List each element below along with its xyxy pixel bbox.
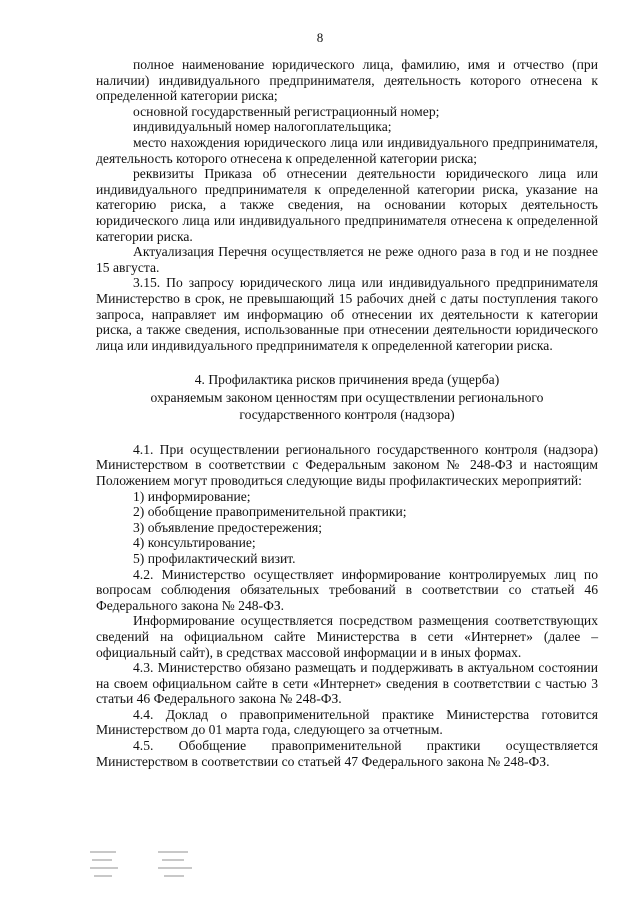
paragraph: полное наименование юридического лица, фамилию, имя и отчество (при наличии) индивидуального предпринимателя, деятельность которого отнесена к определенной категории риска; <box>96 57 598 104</box>
paragraph: Актуализация Перечня осуществляется не реже одного раза в год и не позднее 15 августа. <box>96 244 598 275</box>
paragraph: 4.3. Министерство обязано размещать и поддерживать в актуальном состоянии на своем официальном сайте в сети «Интернет» сведения в соответствии с частью 3 статьи 46 Федерального закона № 248-ФЗ. <box>96 660 598 707</box>
list-item: 3) объявление предостережения; <box>133 519 323 535</box>
faint-stamp-mark <box>88 845 208 885</box>
section-heading-line: охраняемым законом ценностям при осуществлении регионального <box>150 389 544 405</box>
paragraph: 4.4. Доклад о правоприменительной практике Министерства готовится Министерством до 01 марта года, следующего за отчетным. <box>96 706 598 738</box>
section-heading-line: 4. Профилактика рисков причинения вреда (ущерба) <box>194 372 500 388</box>
paragraph: реквизиты Приказа об отнесении деятельности юридического лица или индивидуального предпринимателя к определенной категории риска, указание на категорию риска, а также сведения, на основании которых деятельность юридического лица или индивидуального предпринимателя отнесена к определенной категории риска. <box>96 166 598 244</box>
paragraph: Информирование осуществляется посредством размещения соответствующих сведений на официальном сайте Министерства в сети «Интернет» (далее – официальный сайт), в средствах массовой информации и в иных формах. <box>96 613 598 660</box>
paragraph: индивидуальный номер налогоплательщика; <box>133 119 392 135</box>
paragraph: 4.5. Обобщение правоприменительной практики осуществляется Министерством в соответствии со статьей 47 Федерального закона № 248-ФЗ. <box>96 738 598 769</box>
paragraph: место нахождения юридического лица или индивидуального предпринимателя, деятельность которого отнесена к определенной категории риска; <box>96 134 598 166</box>
section-heading-line: государственного контроля (надзора) <box>239 407 455 423</box>
paragraph: 4.1. При осуществлении регионального государственного контроля (надзора) Министерством в соответствии с Федеральным законом № 248-ФЗ и настоящим Положением могут проводиться следующие виды профилактических мероприятий: <box>96 441 598 488</box>
list-item: 2) обобщение правоприменительной практики; <box>133 504 407 520</box>
paragraph: основной государственный регистрационный номер; <box>133 103 440 119</box>
list-item: 1) информирование; <box>133 488 251 504</box>
section-heading <box>96 371 598 424</box>
paragraph: 3.15. По запросу юридического лица или индивидуального предпринимателя Министерство в срок, не превышающий 15 рабочих дней с даты поступления такого запроса, направляет им информацию об отнесении их деятельности к категории риска, а также сведения, использованные при отнесении деятельности юридического лица или индивидуального предпринимателя к определенной категории риска. <box>96 275 598 353</box>
page-number: 8 <box>316 30 324 45</box>
list-item: 5) профилактический визит. <box>133 550 296 566</box>
list-item: 4) консультирование; <box>133 535 256 551</box>
document-body <box>96 57 598 769</box>
paragraph: 4.2. Министерство осуществляет информирование контролируемых лиц по вопросам соблюдения обязательных требований в соответствии со статьей 46 Федерального закона № 248-ФЗ. <box>96 566 598 613</box>
